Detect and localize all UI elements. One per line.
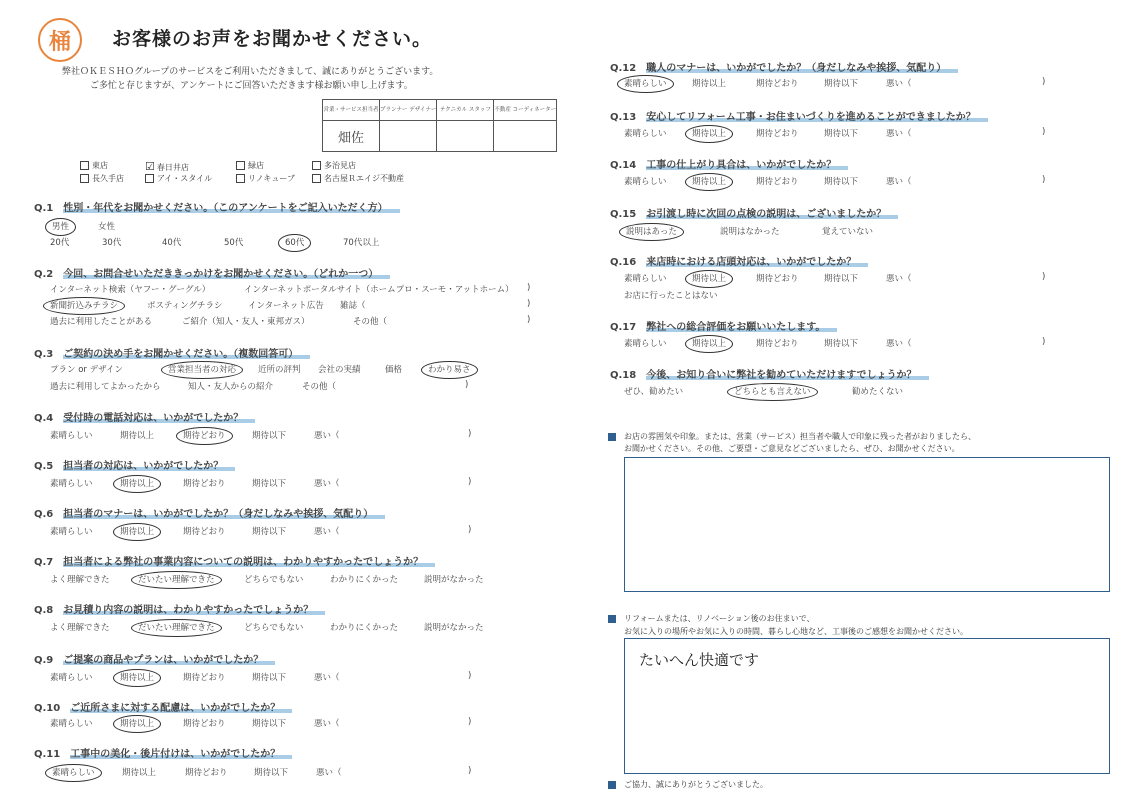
q1-age-30s[interactable]: 30代 bbox=[102, 238, 122, 248]
square-bullet-icon bbox=[608, 433, 616, 441]
q14-below[interactable]: 期待以下 bbox=[824, 177, 859, 187]
q18-not-recommend[interactable]: 勧めたくない bbox=[852, 387, 904, 397]
q1-age-20s[interactable]: 20代 bbox=[50, 238, 70, 248]
q9-excellent[interactable]: 素晴らしい bbox=[50, 673, 93, 683]
q10-as-expected[interactable]: 期待どおり bbox=[183, 719, 226, 729]
square-bullet-icon bbox=[608, 781, 616, 789]
q1-age-40s[interactable]: 40代 bbox=[162, 238, 182, 248]
q3-row2-close: ) bbox=[465, 380, 469, 390]
q4-excellent[interactable]: 素晴らしい bbox=[50, 431, 93, 441]
q7-question: Q.7 担当者による弊社の事業内容についての説明は、わかりやすかったでしょうか？ bbox=[34, 553, 435, 568]
q8-mostly-understood[interactable]: だいたい理解できた bbox=[138, 621, 215, 633]
q13-close: ) bbox=[1042, 127, 1046, 137]
q14-bad[interactable]: 悪い（ bbox=[886, 177, 912, 187]
staff-value-realestate[interactable] bbox=[494, 121, 557, 152]
q5-above[interactable]: 期待以上 bbox=[120, 477, 154, 489]
q7-well-understood[interactable]: よく理解できた bbox=[50, 575, 110, 585]
q12-excellent[interactable]: 素晴らしい bbox=[624, 77, 667, 89]
q7-hard[interactable]: わかりにくかった bbox=[330, 575, 399, 585]
q6-excellent[interactable]: 素晴らしい bbox=[50, 527, 93, 537]
staff-table bbox=[322, 99, 557, 152]
q17-excellent[interactable]: 素晴らしい bbox=[624, 339, 667, 349]
q9-above[interactable]: 期待以上 bbox=[120, 671, 154, 683]
q13-bad[interactable]: 悪い（ bbox=[886, 129, 912, 139]
q1-age-70s[interactable]: 70代以上 bbox=[343, 238, 380, 248]
q3-question: Q.3 ご契約の決め手をお聞かせください。（複数回答可） bbox=[34, 345, 310, 360]
q16-as-expected[interactable]: 期待どおり bbox=[756, 274, 799, 284]
q2-question: Q.2 今回、お問合せいただききっかけをお聞かせください。（どれか一つ） bbox=[34, 265, 390, 280]
q3-reputation[interactable]: 近所の評判 bbox=[258, 365, 301, 375]
q11-close: ) bbox=[468, 766, 472, 776]
square-bullet-icon bbox=[608, 615, 616, 623]
q3-friend-referral[interactable]: 知人・友人からの紹介 bbox=[188, 382, 274, 392]
q2-internet-ad[interactable]: インターネット広告 bbox=[248, 301, 324, 311]
q9-below[interactable]: 期待以下 bbox=[252, 673, 287, 683]
q2-newspaper-flyer[interactable]: 新聞折込みチラシ bbox=[50, 299, 118, 311]
store-nagoya-r-age[interactable]: 名古屋Ｒエイジ不動産 bbox=[312, 173, 404, 184]
q10-bad[interactable]: 悪い（ bbox=[314, 719, 340, 729]
q12-as-expected[interactable]: 期待どおり bbox=[756, 79, 799, 89]
q15-question: Q.15 お引渡し時に次回の点検の説明は、ございましたか？ bbox=[610, 205, 898, 220]
q18-recommend[interactable]: ぜひ、勧めたい bbox=[624, 387, 684, 397]
staff-header-technical: テクニカル スタッフ bbox=[437, 100, 494, 121]
q17-bad[interactable]: 悪い（ bbox=[886, 339, 912, 349]
q12-close: ) bbox=[1042, 77, 1046, 87]
q16-close: ) bbox=[1042, 272, 1046, 282]
q17-close: ) bbox=[1042, 337, 1046, 347]
q5-as-expected[interactable]: 期待どおり bbox=[183, 479, 226, 489]
q6-below[interactable]: 期待以下 bbox=[252, 527, 287, 537]
q16-question: Q.16 来店時における店頭対応は、いかがでしたか？ bbox=[610, 253, 868, 268]
q4-close: ) bbox=[468, 429, 472, 439]
q13-as-expected[interactable]: 期待どおり bbox=[756, 129, 799, 139]
checkbox-icon bbox=[145, 174, 154, 183]
q18-neutral[interactable]: どちらとも言えない bbox=[734, 385, 811, 397]
q14-excellent[interactable]: 素晴らしい bbox=[624, 177, 667, 187]
q15-not-explained[interactable]: 説明はなかった bbox=[720, 227, 780, 237]
q11-excellent[interactable]: 素晴らしい bbox=[52, 766, 95, 778]
q3-track-record[interactable]: 会社の実績 bbox=[318, 365, 361, 375]
staff-value-planner[interactable] bbox=[380, 121, 437, 152]
q7-no-explanation[interactable]: 説明がなかった bbox=[424, 575, 484, 585]
greeting-line-2: ご多忙と存じますが、アンケートにご回答いただきます様お願い申し上げます。 bbox=[90, 81, 413, 91]
checkbox-icon bbox=[312, 161, 321, 170]
q11-as-expected[interactable]: 期待どおり bbox=[185, 768, 228, 778]
check-icon: ☑ bbox=[145, 160, 155, 173]
q3-plan-design[interactable]: プラン or デザイン bbox=[50, 365, 124, 375]
q10-below[interactable]: 期待以下 bbox=[252, 719, 287, 729]
q2-internet-search[interactable]: インターネット検索（ヤフー・グーグル） bbox=[50, 285, 211, 295]
checkbox-icon bbox=[80, 161, 89, 170]
q14-above[interactable]: 期待以上 bbox=[692, 175, 726, 187]
footer-thanks: ご協力、誠にありがとうございました。 bbox=[608, 779, 768, 790]
q4-below[interactable]: 期待以下 bbox=[252, 431, 287, 441]
q8-neutral[interactable]: どちらでもない bbox=[244, 623, 304, 633]
checkbox-icon bbox=[80, 174, 89, 183]
q5-close: ) bbox=[468, 477, 472, 487]
q17-question: Q.17 弊社への総合評価をお願いいたします。 bbox=[610, 318, 837, 333]
q3-other[interactable]: その他（ bbox=[302, 382, 337, 392]
q1-question: Q.1 性別・年代をお聞かせください。（このアンケートをご記入いただく方） bbox=[34, 199, 400, 214]
free1-prompt-1: お店の雰囲気や印象。または、営業（サービス）担当者や職人で印象に残った者がおりましたら、 bbox=[608, 431, 976, 442]
q1-age-60s[interactable]: 60代 bbox=[285, 236, 304, 248]
q6-bad[interactable]: 悪い（ bbox=[314, 527, 340, 537]
staff-header-sales: 営業・サービス担当者 bbox=[323, 100, 380, 121]
q13-above[interactable]: 期待以上 bbox=[692, 127, 726, 139]
q1-age-50s[interactable]: 50代 bbox=[224, 238, 244, 248]
q4-as-expected[interactable]: 期待どおり bbox=[183, 429, 226, 441]
q5-bad[interactable]: 悪い（ bbox=[314, 479, 340, 489]
q12-above[interactable]: 期待以上 bbox=[692, 79, 727, 89]
q3-past-good[interactable]: 過去に利用してよかったから bbox=[50, 382, 161, 392]
q9-question: Q.9 ご提案の商品やプランは、いかがでしたか？ bbox=[34, 651, 275, 666]
q11-question: Q.11 工事中の美化・後片付けは、いかがでしたか？ bbox=[34, 745, 292, 760]
store-renocube[interactable]: リノキューブ bbox=[236, 173, 295, 184]
checkbox-icon bbox=[236, 174, 245, 183]
free2-prompt-1: リフォームまたは、リノベーション後のお住まいで、 bbox=[608, 613, 814, 624]
staff-value-sales[interactable]: 畑佐 bbox=[323, 121, 380, 152]
q14-close: ) bbox=[1042, 175, 1046, 185]
staff-header-planner: プランナー デザイナー bbox=[380, 100, 437, 121]
store-tajimi[interactable]: 多治見店 bbox=[312, 160, 356, 171]
q15-explained[interactable]: 説明はあった bbox=[626, 225, 677, 237]
q1-female[interactable]: 女性 bbox=[98, 222, 116, 232]
q17-above[interactable]: 期待以上 bbox=[692, 337, 726, 349]
page-title: お客様のお声をお聞かせください。 bbox=[112, 28, 433, 50]
q6-close: ) bbox=[468, 525, 472, 535]
q13-below[interactable]: 期待以下 bbox=[824, 129, 859, 139]
q12-question: Q.12 職人のマナーは、いかがでしたか？（身だしなみや挨拶、気配り） bbox=[610, 59, 958, 74]
q16-below[interactable]: 期待以下 bbox=[824, 274, 859, 284]
company-seal: 桶 bbox=[38, 18, 82, 62]
store-i-style[interactable]: アイ・スタイル bbox=[145, 173, 212, 184]
q9-as-expected[interactable]: 期待どおり bbox=[183, 673, 226, 683]
q16-bad[interactable]: 悪い（ bbox=[886, 274, 912, 284]
q13-question: Q.13 安心してリフォーム工事・お住まいづくりを進めることができましたか？ bbox=[610, 108, 988, 123]
q16-never-visited[interactable]: お店に行ったことはない bbox=[624, 291, 718, 301]
q6-above[interactable]: 期待以上 bbox=[120, 525, 154, 537]
q6-question: Q.6 担当者のマナーは、いかがでしたか？（身だしなみや挨拶、気配り） bbox=[34, 505, 385, 520]
q12-below[interactable]: 期待以下 bbox=[824, 79, 859, 89]
q4-above[interactable]: 期待以上 bbox=[120, 431, 155, 441]
q8-well-understood[interactable]: よく理解できた bbox=[50, 623, 110, 633]
q16-above[interactable]: 期待以上 bbox=[692, 272, 726, 284]
q2-magazine[interactable]: 雑誌（ bbox=[340, 301, 366, 311]
q9-close: ) bbox=[468, 671, 472, 681]
q6-as-expected[interactable]: 期待どおり bbox=[183, 527, 226, 537]
q14-question: Q.14 工事の仕上がり具合は、いかがでしたか？ bbox=[610, 156, 848, 171]
q8-hard[interactable]: わかりにくかった bbox=[330, 623, 399, 633]
q2-past-use[interactable]: 過去に利用したことがある bbox=[50, 317, 153, 327]
q16-excellent[interactable]: 素晴らしい bbox=[624, 274, 667, 284]
store-midori[interactable]: 緑店 bbox=[236, 160, 264, 171]
q12-bad[interactable]: 悪い（ bbox=[886, 79, 912, 89]
q3-clarity[interactable]: わかり易さ bbox=[428, 363, 471, 375]
staff-value-technical[interactable] bbox=[437, 121, 494, 152]
q2-row1-close: ) bbox=[527, 283, 531, 293]
q10-excellent[interactable]: 素晴らしい bbox=[50, 719, 93, 729]
q2-posting-flyer[interactable]: ポスティングチラシ bbox=[147, 301, 223, 311]
q7-neutral[interactable]: どちらでもない bbox=[244, 575, 304, 585]
free2-prompt-2: お気に入りの場所やお気に入りの時間、暮らし心地など、工事後のご感想をお聞かせください。 bbox=[624, 627, 968, 636]
q3-price[interactable]: 価格 bbox=[385, 365, 403, 375]
free1-answer-box[interactable] bbox=[624, 457, 1110, 592]
q17-below[interactable]: 期待以下 bbox=[824, 339, 859, 349]
q2-row2-close: ) bbox=[527, 299, 531, 309]
free2-answer-box[interactable] bbox=[624, 638, 1110, 774]
q13-excellent[interactable]: 素晴らしい bbox=[624, 129, 667, 139]
checkbox-icon bbox=[312, 174, 321, 183]
store-nagakute[interactable]: 長久手店 bbox=[80, 173, 124, 184]
q7-mostly-understood[interactable]: だいたい理解できた bbox=[138, 573, 215, 585]
store-kasugai[interactable]: ☑ 春日井店 bbox=[145, 160, 189, 173]
q2-referral[interactable]: ご紹介（知人・友人・東邦ガス） bbox=[182, 317, 310, 327]
q8-no-explanation[interactable]: 説明がなかった bbox=[424, 623, 484, 633]
q18-question: Q.18 今後、お知り合いに弊社を勧めていただけますでしょうか？ bbox=[610, 366, 929, 381]
staff-header-realestate: 不動産 コーディネーター bbox=[494, 100, 557, 121]
q5-below[interactable]: 期待以下 bbox=[252, 479, 287, 489]
q3-sales-response[interactable]: 営業担当者の対応 bbox=[168, 363, 236, 375]
q5-excellent[interactable]: 素晴らしい bbox=[50, 479, 93, 489]
q11-bad[interactable]: 悪い（ bbox=[316, 768, 342, 778]
q2-row3-close: ) bbox=[527, 315, 531, 325]
q10-close: ) bbox=[468, 717, 472, 727]
free2-answer-text: たいへん快適です bbox=[639, 651, 760, 669]
checkbox-icon bbox=[236, 161, 245, 170]
q2-other[interactable]: その他（ bbox=[353, 317, 388, 327]
q8-question: Q.8 お見積り内容の説明は、わかりやすかったでしょうか？ bbox=[34, 601, 325, 616]
q4-bad[interactable]: 悪い（ bbox=[314, 431, 340, 441]
q2-portal-site[interactable]: インターネットポータルサイト（ホームプロ・スーモ・アットホーム） bbox=[244, 285, 514, 295]
q9-bad[interactable]: 悪い（ bbox=[314, 673, 340, 683]
q4-question: Q.4 受付時の電話対応は、いかがでしたか？ bbox=[34, 409, 255, 424]
q11-above[interactable]: 期待以上 bbox=[122, 768, 157, 778]
q10-question: Q.10 ご近所さまに対する配慮は、いかがでしたか？ bbox=[34, 699, 292, 714]
store-east[interactable]: 東店 bbox=[80, 160, 108, 171]
q11-below[interactable]: 期待以下 bbox=[254, 768, 289, 778]
q15-dont-remember[interactable]: 覚えていない bbox=[822, 227, 874, 237]
q14-as-expected[interactable]: 期待どおり bbox=[756, 177, 799, 187]
free1-prompt-2: お聞かせください。その他、ご要望・ご意見などございましたら、ぜひ、お聞かせください。 bbox=[624, 444, 960, 453]
greeting-line-1: 弊社ＯＫＥＳＨＯグループのサービスをご利用いただきまして、誠にありがとうございます。 bbox=[62, 67, 439, 77]
q17-as-expected[interactable]: 期待どおり bbox=[756, 339, 799, 349]
q1-male[interactable]: 男性 bbox=[52, 220, 69, 232]
q10-above[interactable]: 期待以上 bbox=[120, 717, 154, 729]
q5-question: Q.5 担当者の対応は、いかがでしたか？ bbox=[34, 457, 235, 472]
